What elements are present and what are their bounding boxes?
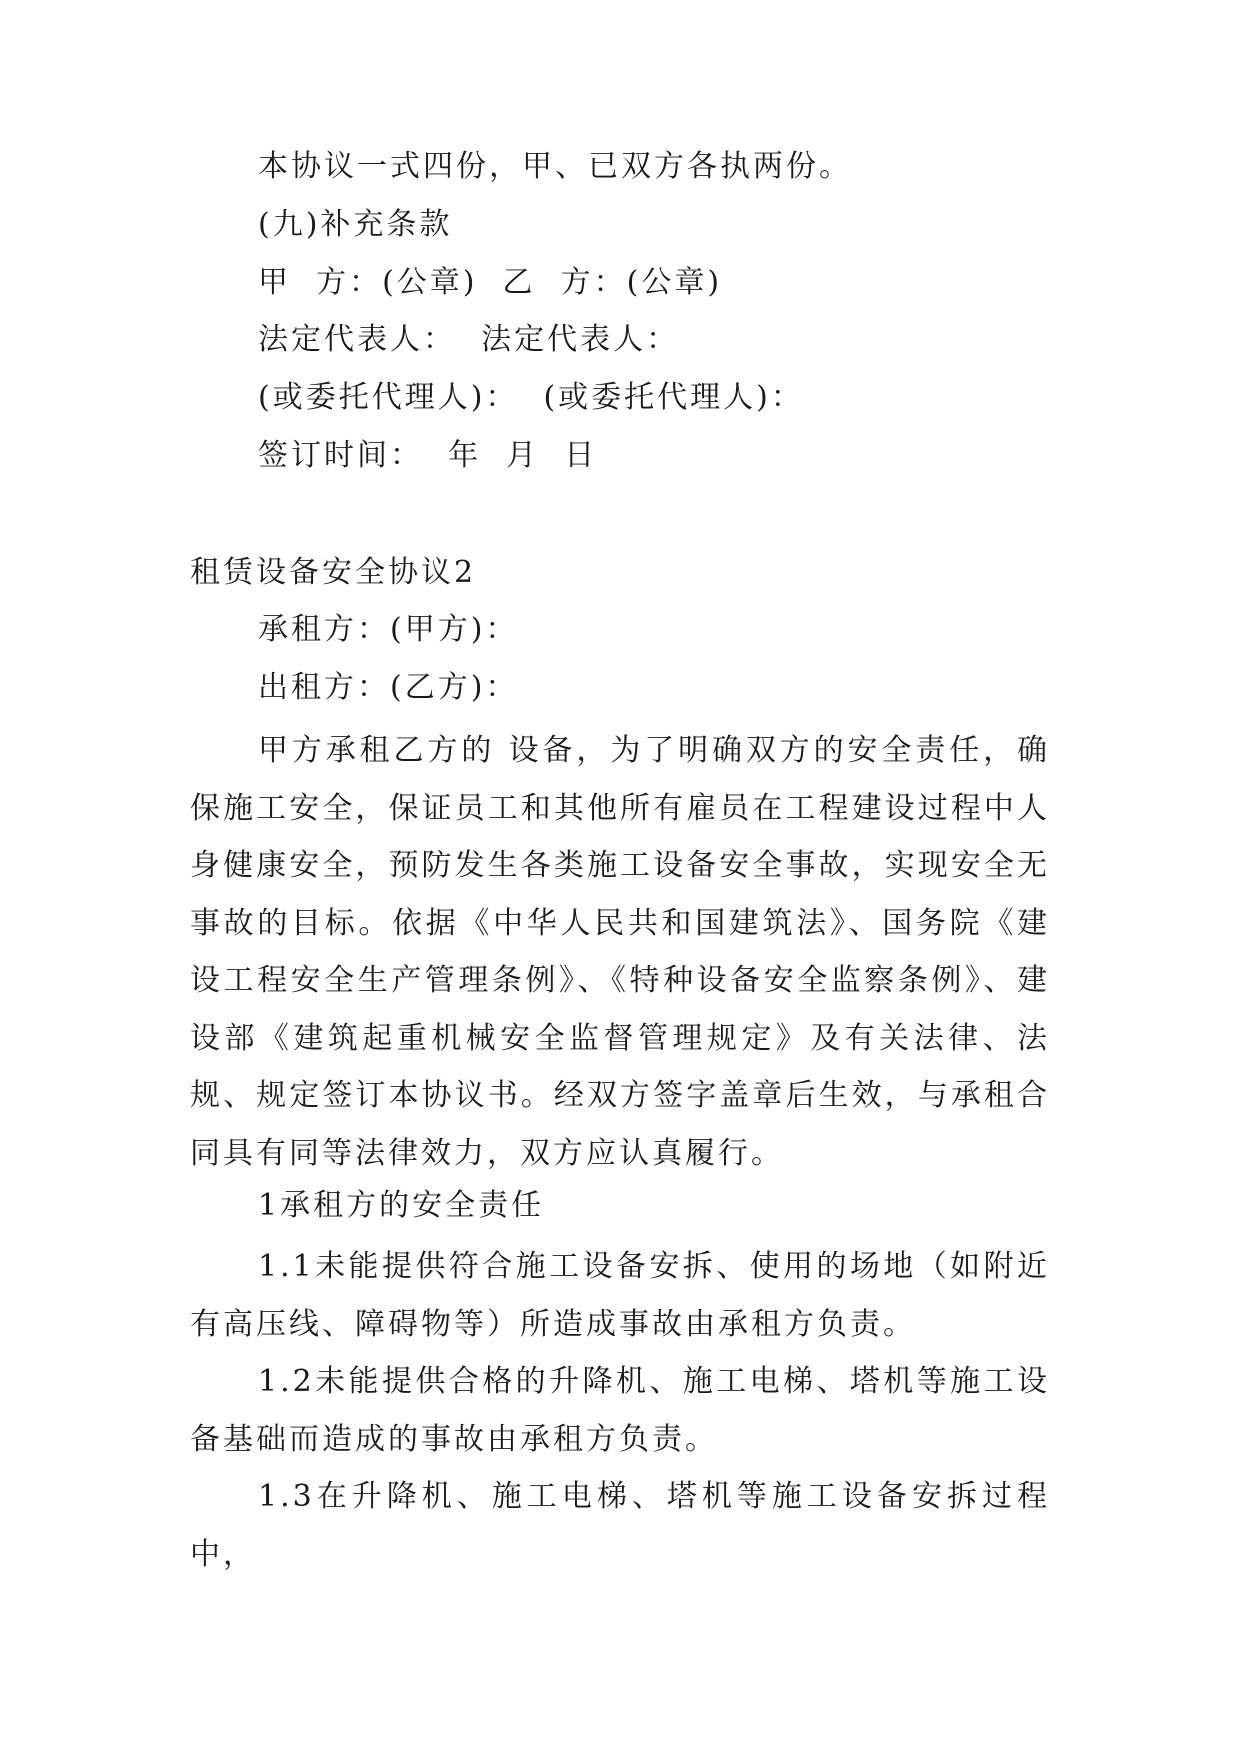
legal-representative-line: 法定代表人： 法定代表人： [258,322,680,357]
lessor-line: 出租方：(乙方)： [258,670,519,705]
clause-1-1: 1.1未能提供符合施工设备安拆、使用的场地（如附近有高压线、障碍物等）所造成事故由承租方负责。 [190,1249,1050,1342]
section-heading-1: 1承租方的安全责任 [258,1188,545,1223]
document-title: 租赁设备安全协议2 [190,555,477,590]
parties-seal-line: 甲 方：(公章) 乙 方：(公章) [258,265,723,300]
copies-line: 本协议一式四份，甲、已双方各执两份。 [258,149,852,184]
agent-line: (或委托代理人)： (或委托代理人)： [258,380,804,415]
sign-date-line: 签订时间： 年 月 日 [258,438,598,473]
lessee-line: 承租方：(甲方)： [258,612,519,647]
clause-1-3: 1.3在升降机、施工电梯、塔机等施工设备安拆过程中， [190,1479,1050,1572]
clause-1-2: 1.2未能提供合格的升降机、施工电梯、塔机等施工设备基础而造成的事故由承租方负责。 [190,1364,1050,1457]
supplement-heading: (九)补充条款 [258,207,453,242]
intro-paragraph: 甲方承租乙方的 设备，为了明确双方的安全责任，确保施工安全，保证员工和其他所有雇员在工程建设过程中人身健康安全，预防发生各类施工设备安全事故，实现安全无事故的目标。依据《中华人民共和国建筑法》、国务院《建设工程安全生产管理条例》、《特种设备安全监察条例》、建设部《建筑起重机械安全监督管理规定》及有关法律、法规、规定签订本协议书。经双方签字盖章后生效，与承租合同具有同等法律效力，双方应认真履行。 [190,733,1050,1171]
